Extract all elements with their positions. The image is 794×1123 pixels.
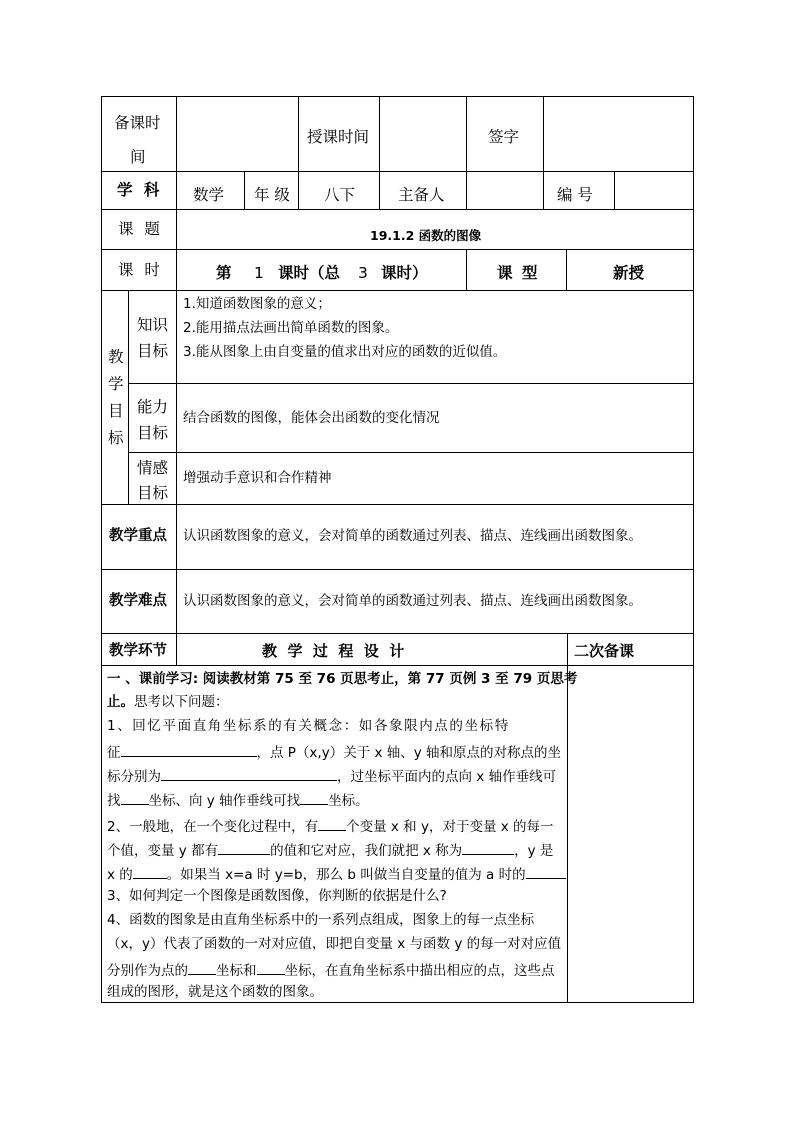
process-heading-text: 一 、课前学习: 阅读教材第 75 至 76 页思考止，第 77 页例 3 至 79 页思考 [107,671,578,687]
q4-line2 [107,938,561,952]
q1-text-d1: 找 [107,793,121,809]
grade-value: 八下 [324,186,356,204]
q2-text-a1: 2、一般地，在一个变化过程中，有 [107,819,319,835]
sign-field[interactable] [544,97,692,170]
second-prep-label: 二次备课 [574,642,635,660]
process-design-label: 教 学 过 程 设 计 [262,642,405,660]
q4-line3 [107,962,555,979]
y-axis-coordinate-blank[interactable] [300,792,328,805]
key-point-label: 教学重点 [109,528,167,544]
grade-label: 年 级 [254,186,290,204]
q2-text-b3: ，y 是 [514,843,554,859]
q2-text-c1: x 的 [107,867,133,883]
emotion-label-line1: 情感 [137,459,169,477]
teaching-step-label: 教学环节 [109,643,167,659]
q1-text-b2: ，点 P（x,y）关于 x 轴、y 轴和原点的对称点的坐 [256,745,562,761]
period-total: 3 [358,264,368,282]
topic-label: 课 题 [118,220,163,238]
ordinate-blank[interactable] [257,962,285,975]
ability-label-line2: 目标 [137,424,169,442]
objectives-char-4: 标 [108,429,124,447]
q2-text-b1: 个值，变量 y 都有 [107,843,219,859]
key-point-text: 认识函数图象的意义，会对简单的函数通过列表、描点、连线画出函数图象。 [183,528,642,544]
q1-line4 [107,792,369,809]
process-heading-line1 [107,673,577,687]
period-number: 1 [254,264,264,282]
q1-text-a: 1、回忆平面直角坐标系的有关概念：如各象限内点的坐标特 [107,718,510,734]
second-prep-area[interactable] [568,666,692,1001]
process-heading-end: 止。 [107,694,134,710]
prep-time-label-line2: 间 [130,148,146,166]
lesson-type-label: 课 型 [497,264,540,282]
knowledge-label-line1: 知识 [137,316,169,334]
period-middle: 课时（总 [278,264,341,282]
q1-line2 [107,744,561,761]
sign-label: 签字 [488,128,520,146]
number-field[interactable] [615,172,692,208]
difficulty-label: 教学难点 [109,593,167,609]
objectives-char-2: 学 [108,375,124,393]
function-blank[interactable] [133,866,167,879]
subject-value: 数学 [193,186,225,204]
difficulty-text: 认识函数图象的意义，会对简单的函数通过列表、描点、连线画出函数图象。 [183,593,642,609]
q2-text-b2: 的值和它对应，我们就把 x 称为 [270,843,463,859]
independent-variable-blank[interactable] [462,842,514,855]
period-first: 第 [216,264,232,282]
q4-line1 [107,914,534,928]
number-label: 编 号 [557,186,593,204]
knowledge-item-2: 2.能用描点法画出简单函数的图象。 [183,320,399,336]
quadrant-coordinate-blank[interactable] [121,744,257,757]
q4-text-b: （x，y）代表了函数的一对对应值，即把自变量 x 与函数 y 的每一对对应值 [107,936,562,952]
symmetric-points-blank[interactable] [161,768,337,781]
q1-text-d3: 坐标。 [328,793,369,809]
ability-label-line1: 能力 [137,398,169,416]
teach-time-label: 授课时间 [307,128,370,146]
process-heading-line2 [107,696,229,710]
q3-line [107,890,447,904]
q4-text-d: 组成的图形，就是这个函数的图象。 [107,984,323,1000]
variable-count-blank[interactable] [318,818,346,831]
subject-label: 学 科 [117,181,163,199]
teach-time-field[interactable] [380,97,465,170]
preparer-field[interactable] [467,172,542,208]
q4-text-a: 4、函数的图象是由直角坐标系中的一系列点组成，图象上的每一点坐标 [107,912,535,928]
q1-text-c2: ，过坐标平面内的点向 x 轴作垂线可 [337,769,557,785]
q1-text-c1: 标分别为 [107,769,161,785]
emotion-text: 增强动手意识和合作精神 [183,470,332,486]
q4-text-c2: 坐标和 [216,963,257,979]
ability-text: 结合函数的图像，能体会出函数的变化情况 [183,410,440,426]
preparer-label: 主备人 [398,186,445,204]
topic-value: 19.1.2 函数的图像 [370,228,482,243]
prep-time-field[interactable] [177,97,297,170]
q1-line1 [107,720,510,734]
knowledge-label-line2: 目标 [137,342,169,360]
q2-line1 [107,818,554,835]
process-questions-intro: 思考以下问题： [134,694,229,710]
knowledge-item-3: 3.能从图象上由自变量的值求出对应的函数的近似值。 [183,344,507,360]
unique-value-blank[interactable] [218,842,270,855]
knowledge-item-1: 1.知道函数图象的意义； [183,296,331,312]
emotion-label-line2: 目标 [137,484,169,502]
q1-text-d2: 坐标、向 y 轴作垂线可找 [148,793,301,809]
abscissa-blank[interactable] [188,962,216,975]
period-label: 课 时 [118,261,163,279]
q2-text-a2: 个变量 x 和 y，对于变量 x 的每一 [346,819,554,835]
q2-line3 [107,866,566,883]
q2-text-c2: 。如果当 x=a 时 y=b，那么 b 叫做当自变量的值为 a 时的 [166,867,526,883]
objectives-char-3: 目 [108,402,124,420]
function-value-blank[interactable] [526,866,566,879]
q2-line2 [107,842,553,859]
objectives-char-1: 教 [108,348,124,366]
q3-text: 3、如何判定一个图像是函数图像，你判断的依据是什么? [107,888,447,904]
q1-line3 [107,768,556,785]
lesson-type-value: 新授 [613,264,645,282]
q4-text-c1: 分别作为点的 [107,963,188,979]
prep-time-label-line1: 备课时 [114,114,161,132]
q4-line4 [107,986,323,1000]
q1-text-b1: 征 [107,745,121,761]
x-axis-coordinate-blank[interactable] [121,792,149,805]
period-tail: 课时） [381,264,428,282]
q4-text-c3: 坐标，在直角坐标系中描出相应的点，这些点 [284,963,555,979]
